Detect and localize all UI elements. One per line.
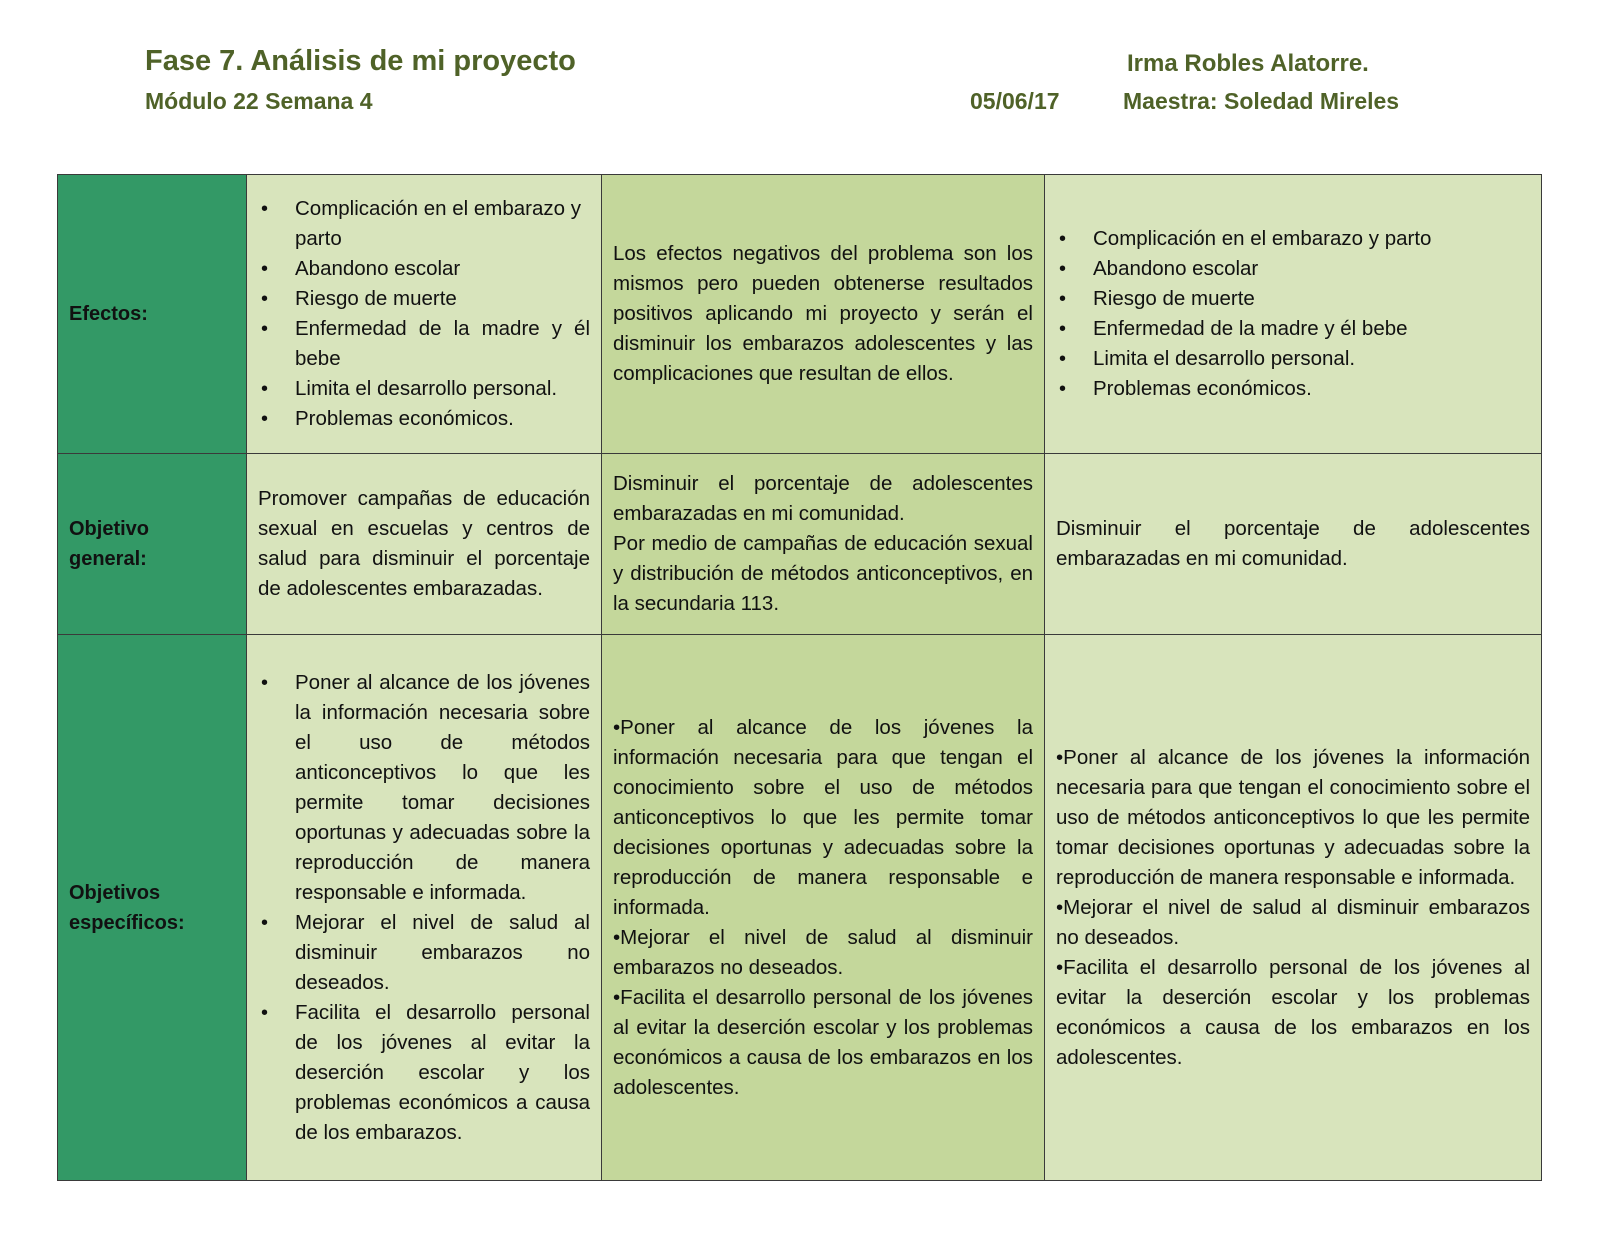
teacher-label: Maestra: Soledad Mireles <box>1123 88 1400 114</box>
objetivo-general-col2: Disminuir el porcentaje de adolescentes embarazadas en mi comunidad. Por medio de campañas de educación sexual y distribución de métodos anticonceptivos, en la secundaria 113. <box>602 454 1045 635</box>
row-objetivo-general <box>58 454 1542 635</box>
list-item: • Limita el desarrollo personal. <box>1056 344 1530 374</box>
list-item: • Problemas económicos. <box>1056 374 1530 404</box>
page-title: Fase 7. Análisis de mi proyecto <box>145 45 576 77</box>
list-item: • Riesgo de muerte <box>258 284 590 314</box>
row-label-efectos: Efectos: <box>58 175 247 454</box>
list-item: • Mejorar el nivel de salud al disminuir embarazos no deseados. <box>258 908 590 998</box>
list-item: • Complicación en el embarazo y parto <box>1056 224 1530 254</box>
objetivos-especificos-col1 <box>247 635 602 1181</box>
objetivo-general-col1: Promover campañas de educación sexual en escuelas y centros de salud para disminuir el porcentaje de adolescentes embarazadas. <box>247 454 602 635</box>
list-item: • Abandono escolar <box>1056 254 1530 284</box>
list-item: • Enfermedad de la madre y él bebe <box>1056 314 1530 344</box>
list-item: • Abandono escolar <box>258 254 590 284</box>
row-label-objetivos-especificos: Objetivos específicos: <box>58 635 247 1181</box>
objetivo-general-col3: Disminuir el porcentaje de adolescentes embarazadas en mi comunidad. <box>1045 454 1542 635</box>
analysis-table <box>57 174 1542 1181</box>
list-item: • Limita el desarrollo personal. <box>258 374 590 404</box>
list-item: • Enfermedad de la madre y él bebe <box>258 314 590 374</box>
row-objetivos-especificos <box>58 635 1542 1181</box>
list-item: • Complicación en el embarazo y parto <box>258 194 590 254</box>
list-item: • Problemas económicos. <box>258 404 590 434</box>
objetivos-especificos-col3: •Poner al alcance de los jóvenes la información necesaria para que tengan el conocimiento sobre el uso de métodos anticonceptivos lo que les permite tomar decisiones oportunas y adecuadas sobre la reproducción de manera responsable e informada. •Mejorar el nivel de salud al disminuir embarazos no deseados. •Facilita el desarrollo personal de los jóvenes al evitar la deserción escolar y los problemas económicos a causa de los embarazos en los adolescentes. <box>1045 635 1542 1181</box>
module-label: Módulo 22 Semana 4 <box>145 88 373 114</box>
author-name: Irma Robles Alatorre. <box>1127 50 1369 77</box>
list-item: • Riesgo de muerte <box>1056 284 1530 314</box>
efectos-col2: Los efectos negativos del problema son los mismos pero pueden obtenerse resultados positivos aplicando mi proyecto y serán el disminuir los embarazos adolescentes y las complicaciones que resultan de ellos. <box>602 175 1045 454</box>
objetivos-especificos-col2: •Poner al alcance de los jóvenes la información necesaria para que tengan el conocimiento sobre el uso de métodos anticonceptivos lo que les permite tomar decisiones oportunas y adecuadas sobre la reproducción de manera responsable e informada. •Mejorar el nivel de salud al disminuir embarazos no deseados. •Facilita el desarrollo personal de los jóvenes al evitar la deserción escolar y los problemas económicos a causa de los embarazos en los adolescentes. <box>602 635 1045 1181</box>
row-label-objetivo-general: Objetivo general: <box>58 454 247 635</box>
date-label: 05/06/17 <box>970 88 1060 114</box>
row-efectos <box>58 175 1542 454</box>
efectos-col3 <box>1045 175 1542 454</box>
efectos-col1 <box>247 175 602 454</box>
list-item: • Facilita el desarrollo personal de los jóvenes al evitar la deserción escolar y los problemas económicos a causa de los embarazos. <box>258 998 590 1148</box>
list-item: • Poner al alcance de los jóvenes la información necesaria sobre el uso de métodos anticonceptivos lo que les permite tomar decisiones oportunas y adecuadas sobre la reproducción de manera responsable e informada. <box>258 668 590 908</box>
